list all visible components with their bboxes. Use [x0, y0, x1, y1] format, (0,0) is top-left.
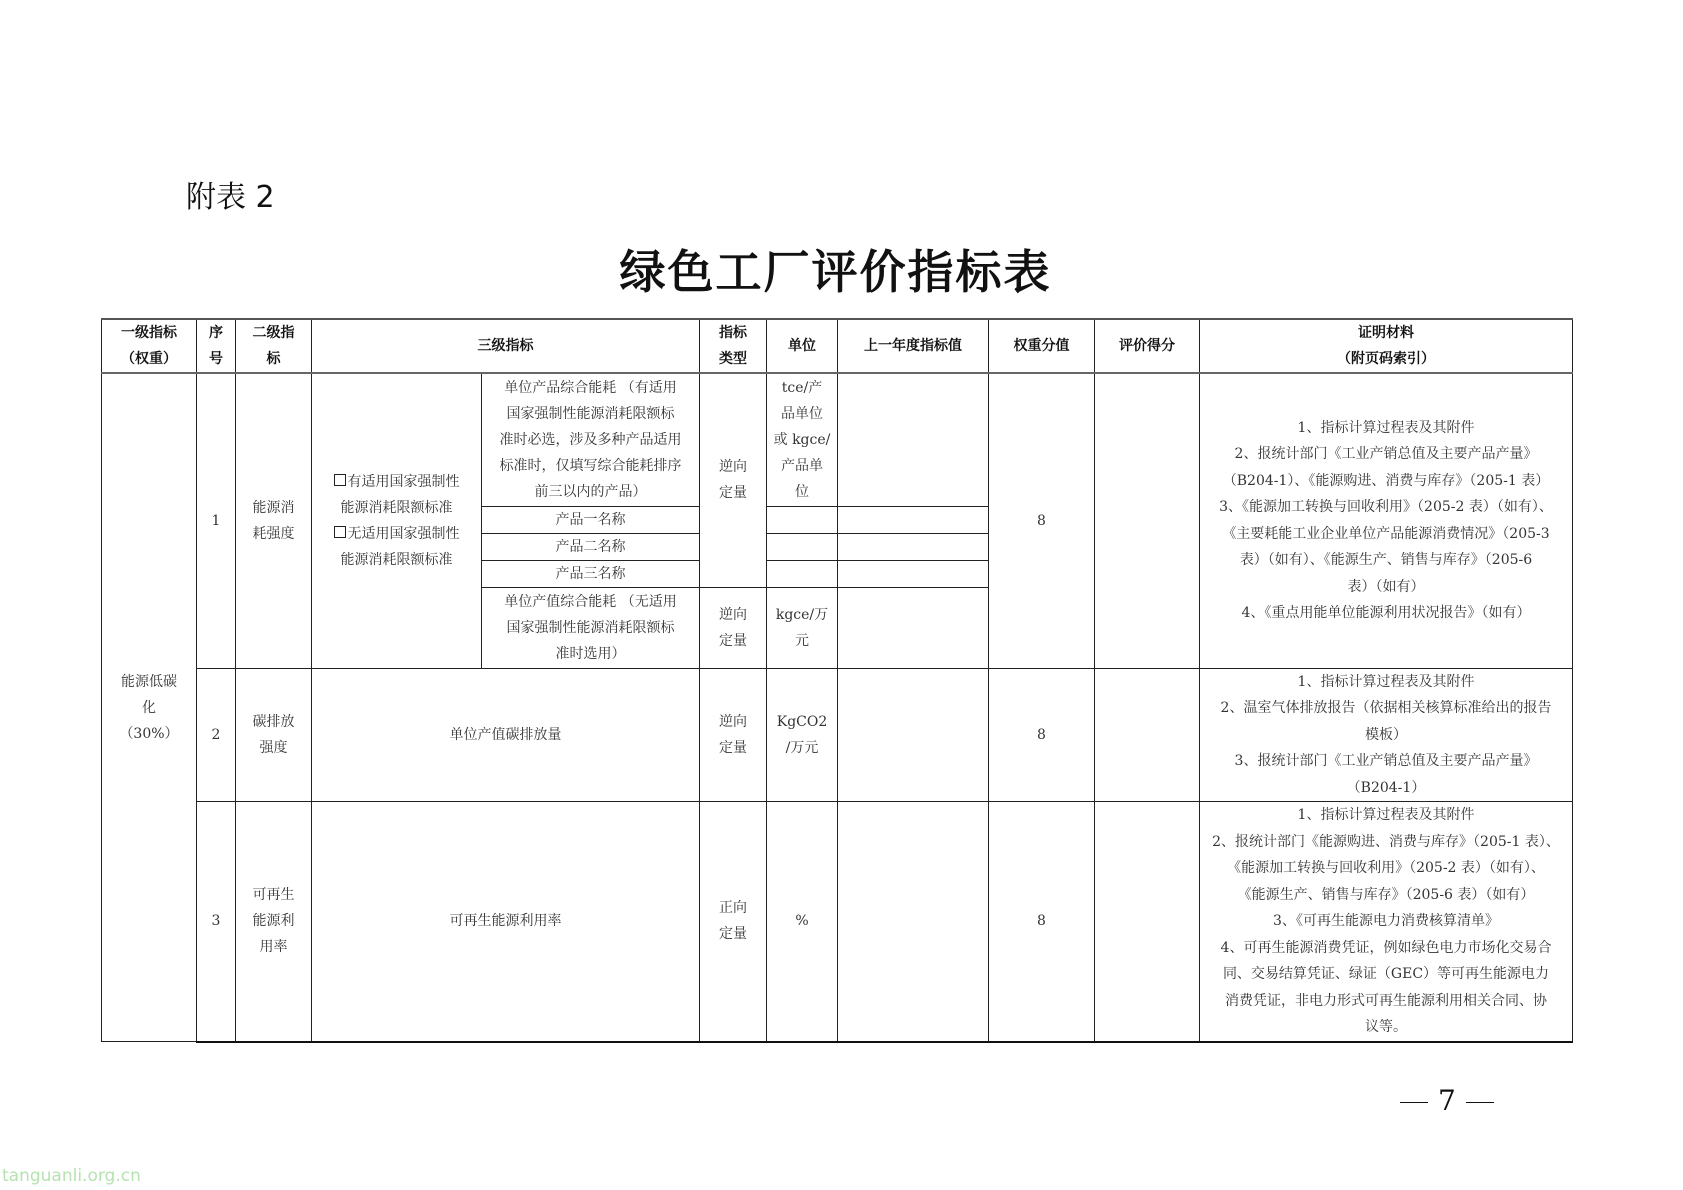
product-name-cell[interactable]: 产品二名称 [482, 533, 700, 560]
last-year-value-input[interactable] [838, 668, 989, 802]
unit-cell: kgce/万 元 [767, 587, 838, 668]
product-name-cell[interactable]: 产品一名称 [482, 506, 700, 533]
level2-cell: 碳排放 强度 [236, 668, 312, 802]
unit-input[interactable] [767, 506, 838, 533]
header-last-year-value: 上一年度指标值 [838, 319, 989, 373]
option-no-standard[interactable]: 无适用国家强制性 能源消耗限额标准 [316, 521, 477, 573]
evaluation-score-input[interactable] [1095, 802, 1200, 1042]
page-number: 7 [1390, 1084, 1504, 1117]
dash-right [1466, 1102, 1494, 1104]
header-evidence: 证明材料 （附页码索引） [1200, 319, 1573, 373]
last-year-value-input[interactable] [838, 560, 989, 587]
checkbox-icon[interactable] [334, 474, 346, 486]
level2-cell: 能源消 耗强度 [236, 373, 312, 668]
table-row [102, 802, 1573, 1042]
header-evaluation-score: 评价得分 [1095, 319, 1200, 373]
level3-cell: 单位产值碳排放量 [312, 668, 700, 802]
weight-cell: 8 [989, 668, 1095, 802]
header-seq: 序 号 [197, 319, 236, 373]
weight-cell: 8 [989, 802, 1095, 1042]
category-cell: 能源低碳 化 （30%） [102, 373, 197, 1042]
dash-left [1400, 1102, 1428, 1104]
seq-cell: 2 [197, 668, 236, 802]
header-level2: 二级指 标 [236, 319, 312, 373]
weight-cell: 8 [989, 373, 1095, 668]
unit-input[interactable] [767, 533, 838, 560]
header-indicator-type: 指标 类型 [700, 319, 767, 373]
seq-cell: 3 [197, 802, 236, 1042]
unit-input[interactable] [767, 560, 838, 587]
header-level1: 一级指标 （权重） [102, 319, 197, 373]
unit-cell: KgCO2 /万元 [767, 668, 838, 802]
standard-options-cell [312, 373, 482, 668]
level3-cell: 可再生能源利用率 [312, 802, 700, 1042]
product-name-cell[interactable]: 产品三名称 [482, 560, 700, 587]
level2-cell: 可再生 能源利 用率 [236, 802, 312, 1042]
last-year-value-input[interactable] [838, 587, 989, 668]
checkbox-icon[interactable] [334, 526, 346, 538]
table-header-row [102, 319, 1573, 373]
last-year-value-input[interactable] [838, 506, 989, 533]
unit-cell: % [767, 802, 838, 1042]
evidence-cell: 1、指标计算过程表及其附件 2、报统计部门《能源购进、消费与库存》（205-1 表）、 《能源加工转换与回收利用》（205-2 表）（如有）、 《能源生产、销售与库存》（205-6 表）（如有） 3、《可再生能源电力消费核算清单》 4、可再生能源消费凭证，例如绿色电力市场化交易合 同、交易结算凭证、绿证（GEC）等可再生能源电力 消费凭证，非电力形式可再生能源利用相关合同、协 议等。 [1200, 802, 1573, 1042]
last-year-value-input[interactable] [838, 373, 989, 506]
evaluation-score-input[interactable] [1095, 668, 1200, 802]
indicator-type-cell: 逆向 定量 [700, 587, 767, 668]
document-title-text: 绿色工厂评价指标表 [619, 245, 1052, 299]
table-row [102, 668, 1573, 802]
evidence-cell: 1、指标计算过程表及其附件 2、温室气体排放报告（依据相关核算标准给出的报告 模板） 3、报统计部门《工业产销总值及主要产品产量》 （B204-1） [1200, 668, 1573, 802]
last-year-value-input[interactable] [838, 802, 989, 1042]
table-row [102, 373, 1573, 506]
last-year-value-input[interactable] [838, 533, 989, 560]
header-level3: 三级指标 [312, 319, 700, 373]
indicator-type-cell: 正向 定量 [700, 802, 767, 1042]
seq-cell: 1 [197, 373, 236, 668]
document-title [0, 236, 1683, 302]
level3-cell: 单位产品综合能耗 （有适用 国家强制性能源消耗限额标 准时必选，涉及多种产品适用 标准时，仅填写综合能耗排序 前三以内的产品） [482, 373, 700, 506]
evaluation-index-table [101, 318, 1573, 1043]
watermark: tanguanli.org.cn [2, 1166, 141, 1186]
header-unit: 单位 [767, 319, 838, 373]
header-weight-score: 权重分值 [989, 319, 1095, 373]
indicator-type-cell: 逆向 定量 [700, 668, 767, 802]
option-has-standard[interactable]: 有适用国家强制性 能源消耗限额标准 [316, 469, 477, 521]
level3-cell: 单位产值综合能耗 （无适用 国家强制性能源消耗限额标 准时选用） [482, 587, 700, 668]
evidence-cell: 1、指标计算过程表及其附件 2、报统计部门《工业产销总值及主要产品产量》 （B204-1）、《能源购进、消费与库存》（205-1 表） 3、《能源加工转换与回收利用》（205-2 表）（如有）、 《主要耗能工业企业单位产品能源消费情况》（205-3 表）（如有）、《能源生产、销售与库存》（205-6 表）（如有） 4、《重点用能单位能源利用状况报告》（如有） [1200, 373, 1573, 668]
indicator-type-cell: 逆向 定量 [700, 373, 767, 587]
appendix-label: 附表 2 [186, 180, 275, 215]
evaluation-score-input[interactable] [1095, 373, 1200, 668]
unit-cell: tce/产 品单位 或 kgce/ 产品单 位 [767, 373, 838, 506]
